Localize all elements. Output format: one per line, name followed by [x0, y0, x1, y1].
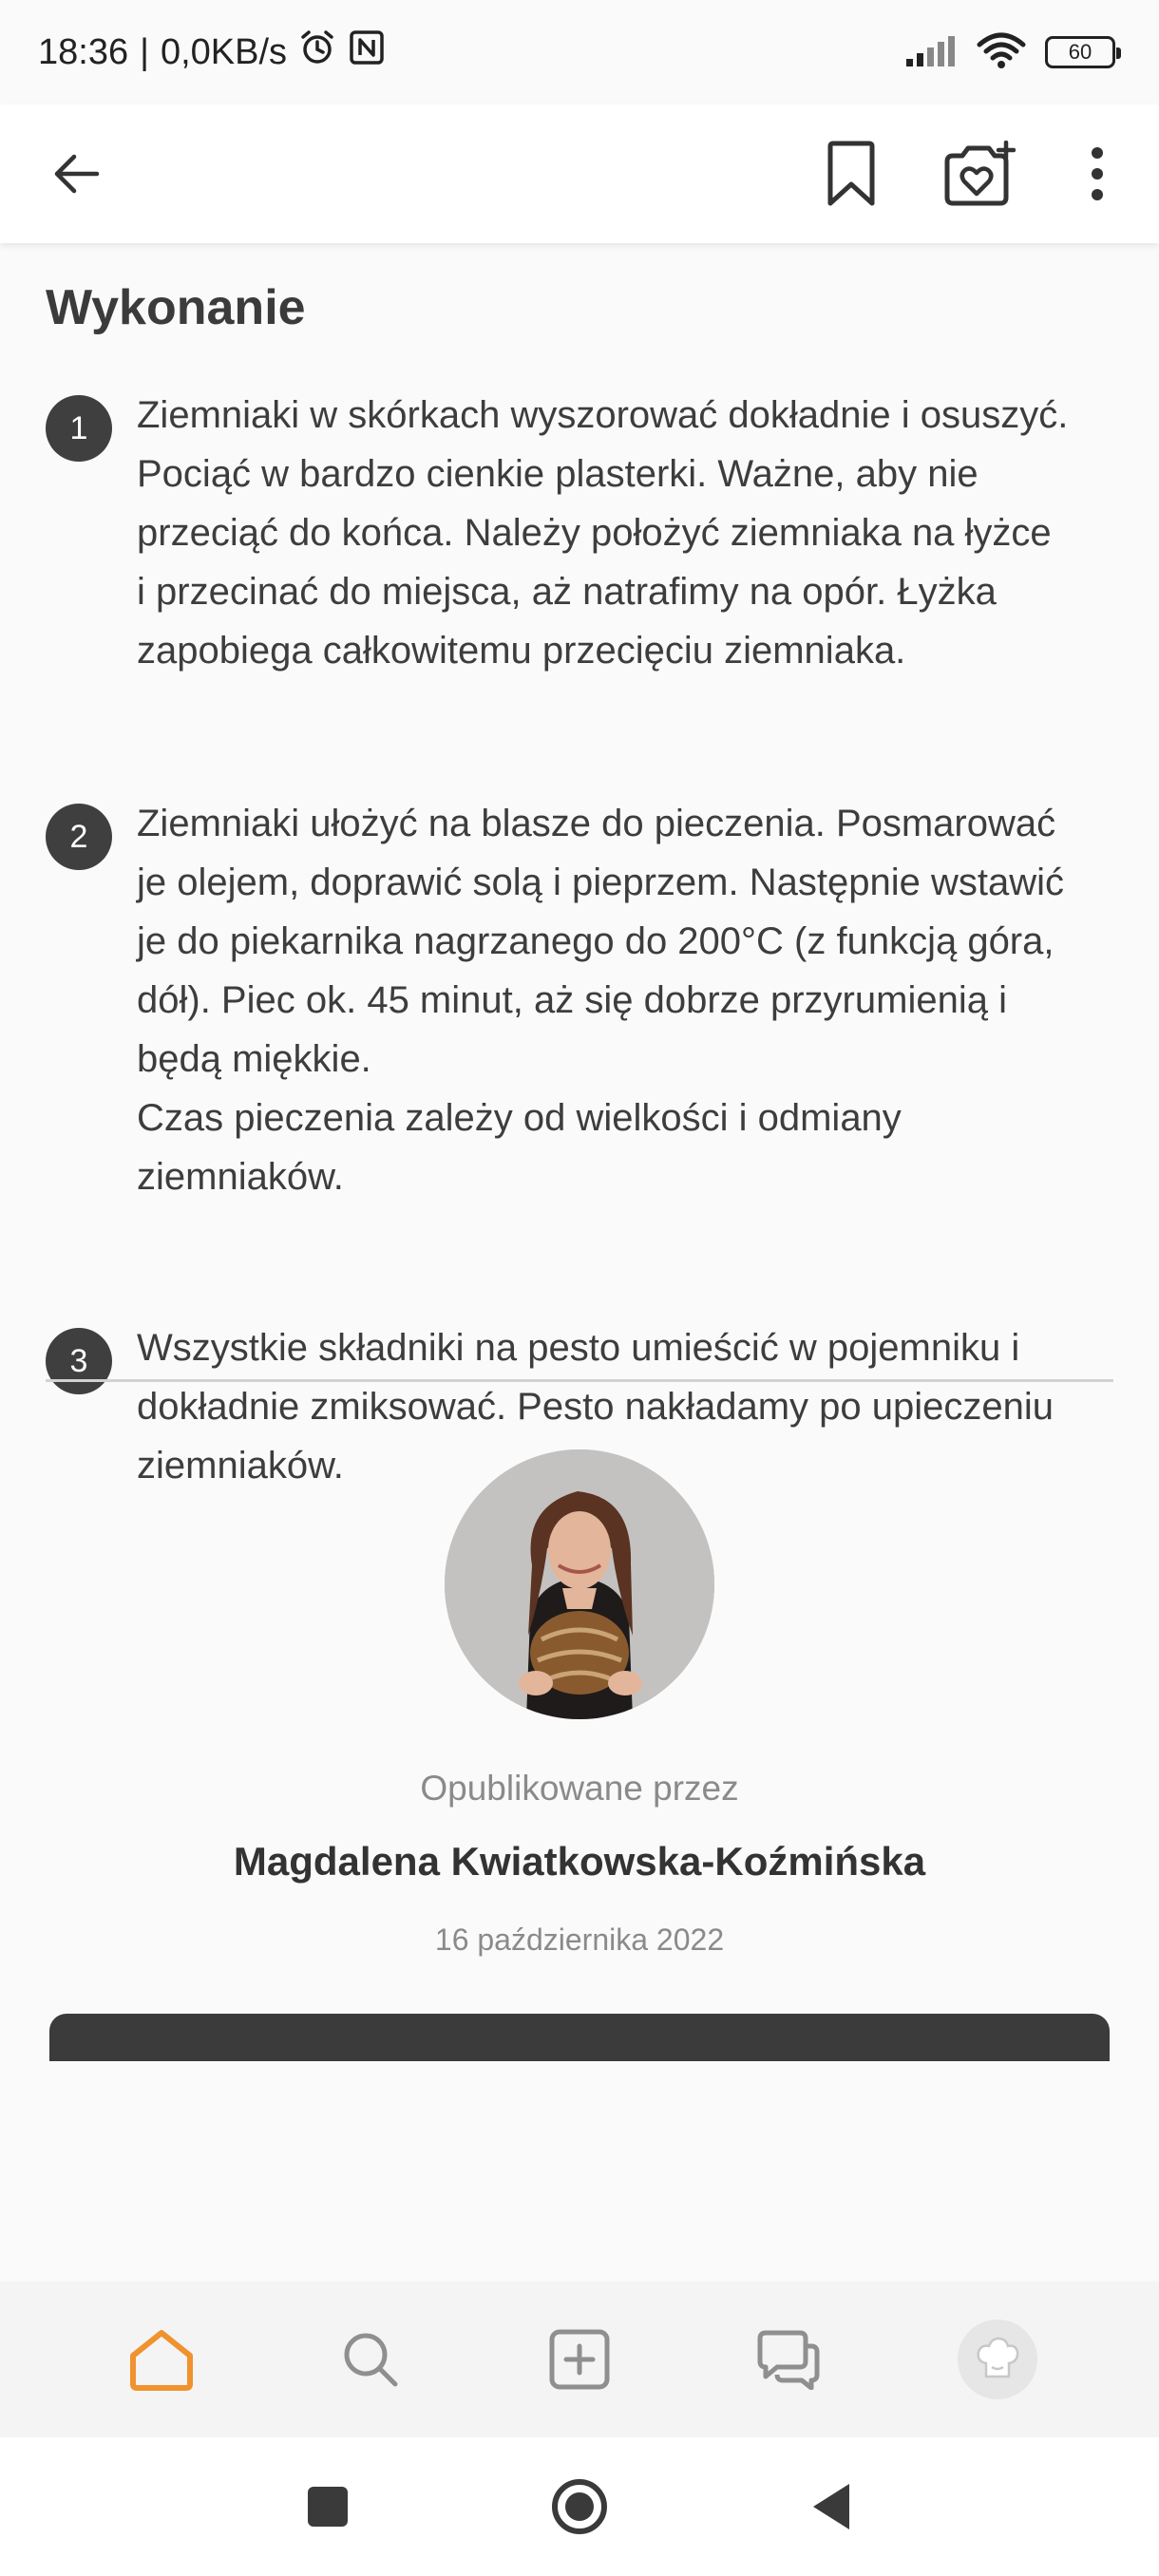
author-name[interactable]: Magdalena Kwiatkowska-Koźmińska	[233, 1839, 926, 1884]
nav-search[interactable]	[314, 2302, 428, 2416]
battery-icon	[1045, 36, 1115, 68]
chef-profile-icon	[973, 2335, 1022, 2384]
status-bar	[0, 0, 1159, 104]
home-icon	[127, 2327, 196, 2392]
profile-avatar	[958, 2320, 1037, 2399]
publish-date: 16 października 2022	[434, 1923, 725, 1957]
status-time: 18:36	[38, 31, 129, 72]
more-options-button[interactable]	[1064, 136, 1130, 212]
author-photo	[445, 1449, 714, 1719]
author-avatar[interactable]	[445, 1449, 714, 1719]
back-nav-button[interactable]	[803, 2478, 860, 2535]
nav-add[interactable]	[522, 2302, 636, 2416]
section-divider	[46, 1379, 1113, 1382]
signal-icon	[904, 34, 958, 71]
back-button[interactable]	[38, 136, 114, 212]
step-number: 1	[46, 395, 112, 462]
nav-profile[interactable]	[940, 2302, 1054, 2416]
step-text: Wszystkie składniki na pesto umieścić w pojemniku i dokładnie zmiksować. Pesto nakładamy po upieczeniu ziemniaków.	[137, 1327, 1054, 1487]
back-arrow-icon	[51, 149, 101, 199]
home-circle-icon	[550, 2477, 609, 2536]
cooksnap-button[interactable]	[936, 133, 1023, 215]
system-navigation	[0, 2437, 1159, 2576]
back-triangle-icon	[809, 2482, 853, 2531]
more-vertical-icon	[1088, 145, 1107, 202]
recents-icon	[306, 2485, 350, 2529]
status-separator: |	[140, 31, 149, 72]
partially-hidden-button[interactable]	[49, 2014, 1110, 2061]
chat-icon	[754, 2329, 823, 2390]
camera-heart-icon	[943, 141, 1016, 207]
top-app-bar	[0, 104, 1159, 243]
step-number: 2	[46, 804, 112, 870]
published-by-label: Opublikowane przez	[420, 1769, 739, 1808]
status-left	[38, 28, 386, 76]
step-number: 3	[46, 1328, 112, 1394]
alarm-icon	[298, 28, 336, 76]
search-icon	[340, 2329, 401, 2390]
home-button[interactable]	[546, 2473, 613, 2540]
nav-chat[interactable]	[732, 2302, 846, 2416]
recents-button[interactable]	[299, 2478, 356, 2535]
network-speed: 0,0KB/s	[160, 31, 288, 72]
status-right	[904, 31, 1115, 74]
nav-home[interactable]	[104, 2302, 218, 2416]
bookmark-button[interactable]	[813, 133, 889, 215]
battery-level: 60	[1068, 40, 1092, 64]
bookmark-icon	[825, 141, 878, 207]
add-icon	[547, 2327, 612, 2392]
wifi-icon	[977, 31, 1026, 74]
step-text: Ziemniaki w skórkach wyszorować dokładnie i osuszyć. Pociąć w bardzo cienkie plasterki. Ważne, aby nie przeciąć do końca. Należy położyć ziemniaka na łyżce i przecinać do miejsca, aż natrafimy na opór. Łyżka zapobiega całkowitemu przecięciu ziemniaka.	[137, 394, 1069, 672]
step-text: Ziemniaki ułożyć na blasze do pieczenia. Posmarować je olejem, doprawić solą i pieprzem. Następnie wstawić je do piekarnika nagrzanego do 200°C (z funkcją góra, dół). Piec ok. 45 minut, aż się dobrze przyrumienią i będą miękkie. Czas pieczenia zależy od wielkości i odmiany ziemniaków.	[137, 803, 1064, 1198]
nfc-icon	[348, 28, 386, 76]
bottom-navigation	[0, 2282, 1159, 2437]
section-title: Wykonanie	[46, 280, 306, 335]
